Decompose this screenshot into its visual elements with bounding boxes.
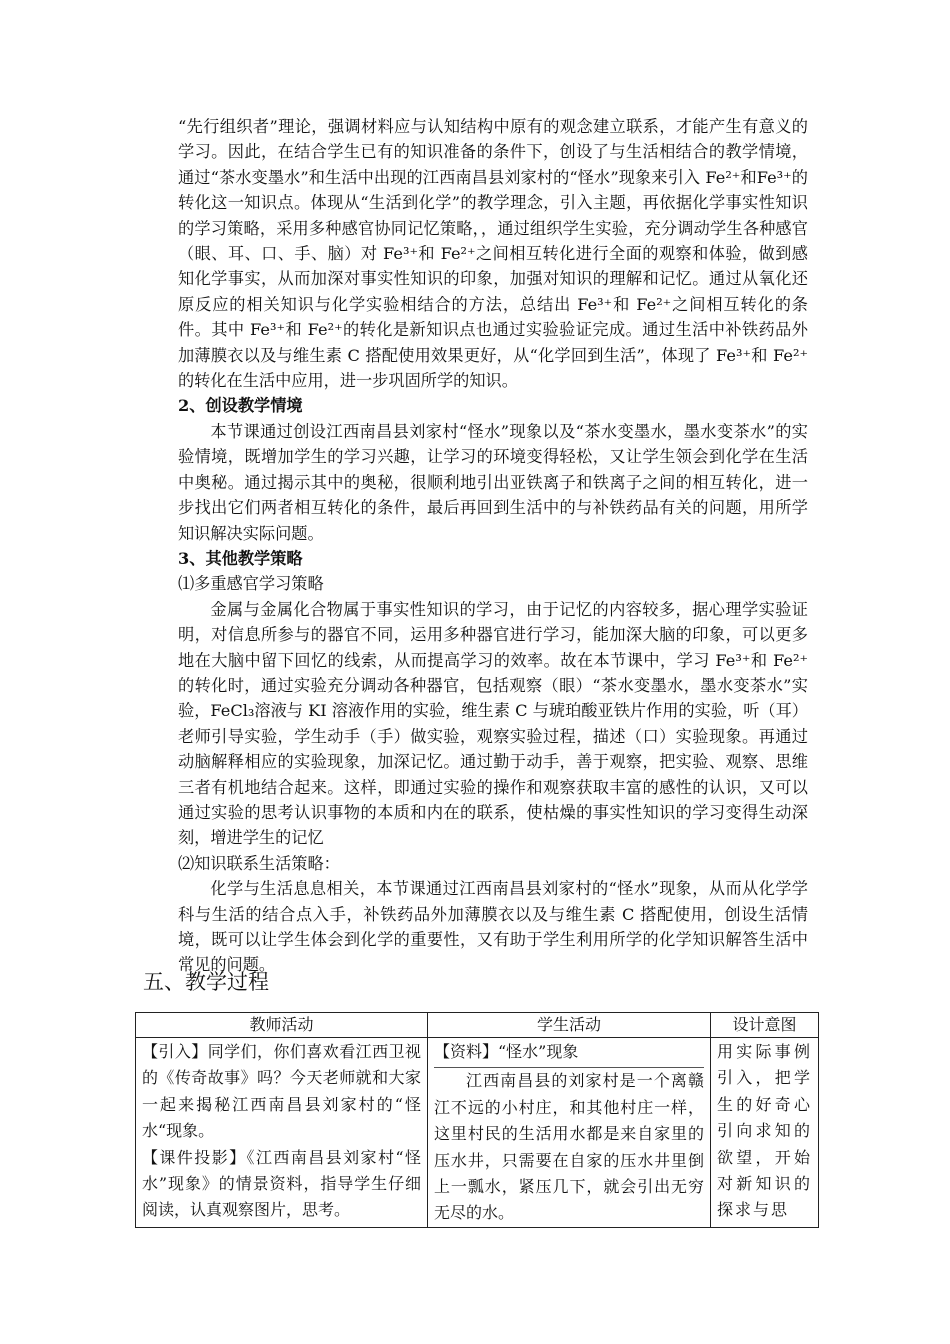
teacher-projection: 【课件投影】《江西南昌县刘家村“怪水”现象》的情景资料，指导学生仔细阅读，认真观察图片，思考。: [142, 1147, 421, 1220]
body-text: [178, 114, 808, 978]
heading-other-strategies: 3、其他教学策略: [178, 548, 303, 568]
paragraph-teaching-situation: 本节课通过创设江西南昌县刘家村“怪水”现象以及“茶水变墨水，墨水变茶水”的实验情境，既增加学生的学习兴趣，让学习的环境变得轻松，又让学生领会到化学在生活中奥秘。通过揭示其中的奥秘，很顺利地引出亚铁离子和铁离子之间的相互转化，进一步找出它们两者相互转化的条件，最后再回到生活中的与补铁药品有关的问题，用所学知识解决实际问题。: [178, 421, 808, 543]
resource-title: 【资料】“怪水”现象: [434, 1042, 579, 1061]
teacher-activity-cell: [136, 1038, 428, 1228]
paragraph-multi-sense: 金属与金属化合物属于事实性知识的学习，由于记忆的内容较多，据心理学实验证明，对信息所参与的器官不同，运用多种器官进行学习，能加深大脑的印象，可以更多地在大脑中留下回忆的线索，从而提高学习的效率。故在本节课中，学习 Fe³⁺和 Fe²⁺的转化时，通过实验充分调动各种器官，包括观察（眼）“茶水变墨水，墨水变茶水”实验，FeCl₃溶液与 KI 溶液作用的实验，维生素 C 与琥珀酸亚铁片作用的实验，听（耳）老师引导实验，学生动手（手）做实验，观察实验过程，描述（口）实验现象。再通过动脑解释相应的实验现象，加深记忆。通过勤于动手，善于观察，把实验、观察、思维三者有机地结合起来。这样，即通过实验的操作和观察获取丰富的感性的认识，又可以通过实验的思考认识事物的本质和内在的联系，使枯燥的事实性知识的学习变得生动深刻，增进学生的记忆: [178, 599, 808, 848]
subheading-life-link: ⑵知识联系生活策略：: [178, 853, 340, 873]
subheading-multi-sense: ⑴多重感官学习策略: [178, 574, 324, 594]
student-activity-cell: [428, 1038, 711, 1228]
table-header-row: [136, 1013, 819, 1038]
table-row: [136, 1038, 819, 1228]
heading-teaching-situation: 2、创设教学情境: [178, 396, 303, 416]
design-intent-cell: 用实际事例引入，把学生的好奇心引向求知的欲望，开始对新知识的探求与思: [711, 1038, 819, 1228]
teacher-intro: 【引入】同学们，你们喜欢看江西卫视的《传奇故事》吗？今天老师就和大家一起来揭秘江西南昌县刘家村的“怪水“现象。: [142, 1042, 421, 1141]
paragraph-life-link: 化学与生活息息相关，本节课通过江西南昌县刘家村的“怪水”现象，从而从化学学科与生活的结合点入手，补铁药品外加薄膜衣以及与维生素 C 搭配使用，创设生活情境，既可以让学生体会到化学的重要性，又有助于学生利用所学的化学知识解答生活中常见的问题。: [178, 879, 808, 975]
resource-box: [434, 1067, 704, 1226]
header-design-intent: 设计意图: [711, 1013, 819, 1038]
header-student-activity: 学生活动: [428, 1013, 711, 1038]
header-teacher-activity: 教师活动: [136, 1013, 428, 1038]
teaching-process-table: [135, 1012, 819, 1228]
section-title: 五、教学过程: [143, 970, 269, 994]
resource-text: 江西南昌县的刘家村是一个离赣江不远的小村庄，和其他村庄一样，这里村民的生活用水都是来自家里的压水井，只需要在自家的压水井里倒上一瓢水，紧压几下，就会引出无穷无尽的水。: [434, 1071, 704, 1223]
paragraph-advance-organizer: “先行组织者”理论，强调材料应与认知结构中原有的观念建立联系，才能产生有意义的学习。因此，在结合学生已有的知识准备的条件下，创设了与生活相结合的教学情境，通过“茶水变墨水”和生活中出现的江西南昌县刘家村的“怪水”现象来引入 Fe²⁺和Fe³⁺的转化这一知识点。体现从“生活到化学”的教学理念，引入主题，再依据化学事实性知识的学习策略，采用多种感官协同记忆策略，，通过组织学生实验，充分调动学生各种感官（眼、耳、口、手、脑）对 Fe³⁺和 Fe²⁺之间相互转化进行全面的观察和体验，做到感知化学事实，从而加深对事实性知识的印象，加强对知识的理解和记忆。通过从氧化还原反应的相关知识与化学实验相结合的方法，总结出 Fe³⁺和 Fe²⁺之间相互转化的条件。其中 Fe³⁺和 Fe²⁺的转化是新知识点也通过实验验证完成。通过生活中补铁药品外加薄膜衣以及与维生素 C 搭配使用效果更好，从“化学回到生活”，体现了 Fe³⁺和 Fe²⁺的转化在生活中应用，进一步巩固所学的知识。: [178, 117, 808, 391]
